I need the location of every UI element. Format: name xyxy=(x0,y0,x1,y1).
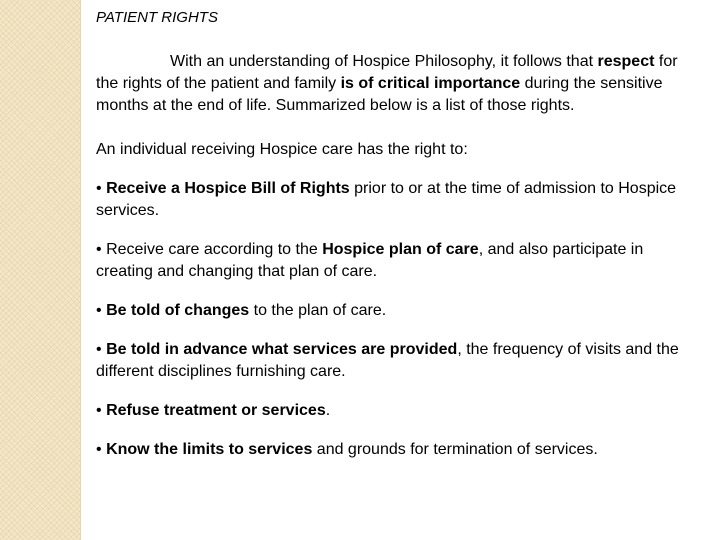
intro-bold-importance: is of critical importance xyxy=(340,75,521,92)
bullet-item-4 xyxy=(96,339,696,383)
bullet-glyph: • xyxy=(96,341,102,358)
intro-text-2: for the rights of the patient and family xyxy=(96,53,678,92)
bullet-4-bold: Be told in advance what services are provided xyxy=(106,341,458,358)
bullet-2-post: , and also participate in creating and changing that plan of care. xyxy=(96,241,644,280)
intro-paragraph xyxy=(96,51,696,117)
bullet-item-5 xyxy=(96,400,696,422)
bullet-1-bold: Receive a Hospice Bill of Rights xyxy=(106,180,350,197)
bullet-3-post: to the plan of care. xyxy=(249,302,387,319)
bullet-1-post: prior to or at the time of admission to Hospice services. xyxy=(96,180,677,219)
bullet-glyph: • xyxy=(96,180,102,197)
document-body xyxy=(96,7,696,461)
intro-text-3: during the sensitive months at the end of life. Summarized below is a list of those rights. xyxy=(96,75,663,114)
bullet-2-pre: Receive care according to the xyxy=(106,241,323,258)
bullet-5-bold: Refuse treatment or services xyxy=(106,402,326,419)
bullet-glyph: • xyxy=(96,441,102,458)
bullet-6-bold: Know the limits to services xyxy=(106,441,313,458)
intro-text-1: With an understanding of Hospice Philosophy, it follows that xyxy=(170,53,598,70)
intro-bold-respect: respect xyxy=(597,53,655,70)
bullet-item-3 xyxy=(96,300,696,322)
bullet-item-2 xyxy=(96,239,696,283)
bullet-glyph: • xyxy=(96,241,102,258)
bullet-4-post: , the frequency of visits and the different disciplines furnishing care. xyxy=(96,341,679,380)
bullet-5-post: . xyxy=(325,402,331,419)
bullet-glyph: • xyxy=(96,402,102,419)
decorative-side-strip xyxy=(0,0,81,540)
page-title: PATIENT RIGHTS xyxy=(96,9,218,26)
bullet-3-bold: Be told of changes xyxy=(106,302,250,319)
bullet-2-bold: Hospice plan of care xyxy=(322,241,479,258)
bullet-glyph: • xyxy=(96,302,102,319)
bullet-item-1 xyxy=(96,178,696,222)
lead-in-text: An individual receiving Hospice care has the right to: xyxy=(96,141,468,158)
bullet-item-6 xyxy=(96,439,696,461)
bullet-6-post: and grounds for termination of services. xyxy=(312,441,598,458)
